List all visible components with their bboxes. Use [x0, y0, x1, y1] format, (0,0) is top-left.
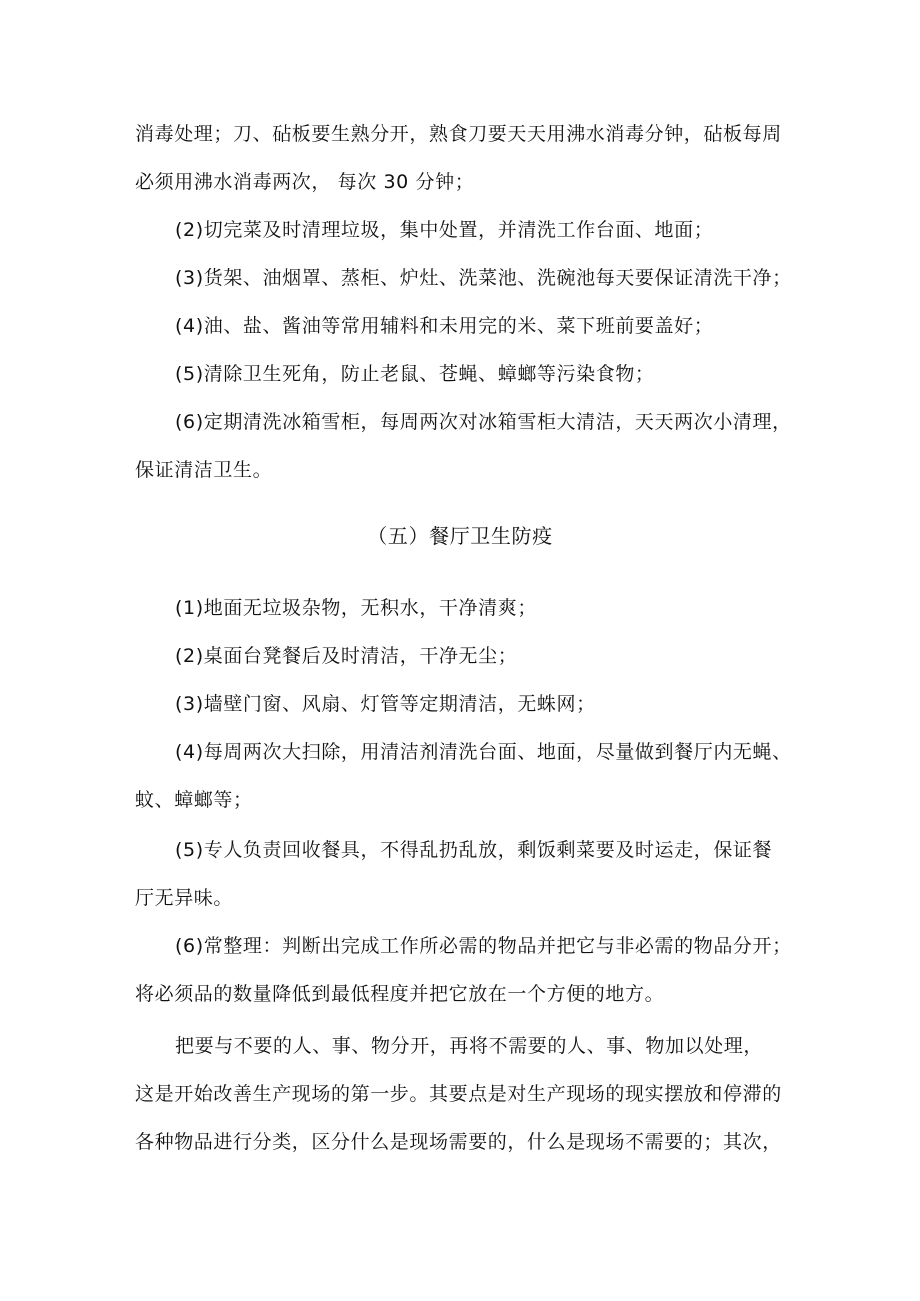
section-heading-dining-hygiene: （五）餐厅卫生防疫	[367, 524, 553, 548]
kitchen-item-6-line-1: (6)定期清洗冰箱雪柜，每周两次对冰箱雪柜大清洁，天天两次小清理，	[175, 411, 792, 433]
paragraph-line-2: 这是开始改善生产现场的第一步。其要点是对生产现场的现实摆放和停滞的	[135, 1083, 782, 1105]
dining-item-2: (2)桌面台凳餐后及时清洁，干净无尘；	[175, 645, 518, 667]
paragraph-line-1: 把要与不要的人、事、物分开，再将不需要的人、事、物加以处理，	[175, 1035, 764, 1057]
kitchen-item-5: (5)清除卫生死角，防止老鼠、苍蝇、蟑螂等污染食物；	[175, 363, 655, 385]
item-1-continuation-line-1: 消毒处理；刀、砧板要生熟分开，熟食刀要天天用沸水消毒分钟，砧板每周	[135, 123, 782, 145]
dining-item-4-line-2: 蚊、蟑螂等；	[135, 789, 253, 811]
dining-item-4-line-1: (4)每周两次大扫除，用清洁剂清洗台面、地面，尽量做到餐厅内无蝇、	[175, 741, 792, 763]
dining-item-5-line-2: 厅无异味。	[135, 887, 234, 909]
kitchen-item-4: (4)油、盐、酱油等常用辅料和未用完的米、菜下班前要盖好；	[175, 315, 714, 337]
dining-item-6-line-2: 将必须品的数量降低到最低程度并把它放在一个方便的地方。	[135, 983, 665, 1005]
dining-item-1: (1)地面无垃圾杂物，无积水，干净清爽；	[175, 597, 537, 619]
item-1-continuation-line-2: 必须用沸水消毒两次， 每次 30 分钟；	[135, 171, 475, 193]
dining-item-6-line-1: (6)常整理：判断出完成工作所必需的物品并把它与非必需的物品分开；	[175, 935, 792, 957]
kitchen-item-2: (2)切完菜及时清理垃圾，集中处置，并清洗工作台面、地面；	[175, 219, 714, 241]
kitchen-item-6-line-2: 保证清洁卫生。	[135, 459, 273, 481]
paragraph-line-3: 各种物品进行分类，区分什么是现场需要的，什么是现场不需要的；其次，	[135, 1131, 782, 1153]
dining-item-5-line-1: (5)专人负责回收餐具，不得乱扔乱放，剩饭剩菜要及时运走，保证餐	[175, 839, 773, 861]
kitchen-item-3: (3)货架、油烟罩、蒸柜、炉灶、洗菜池、洗碗池每天要保证清洗干净；	[175, 267, 792, 289]
dining-item-3: (3)墙壁门窗、风扇、灯管等定期清洁，无蛛网；	[175, 693, 596, 715]
